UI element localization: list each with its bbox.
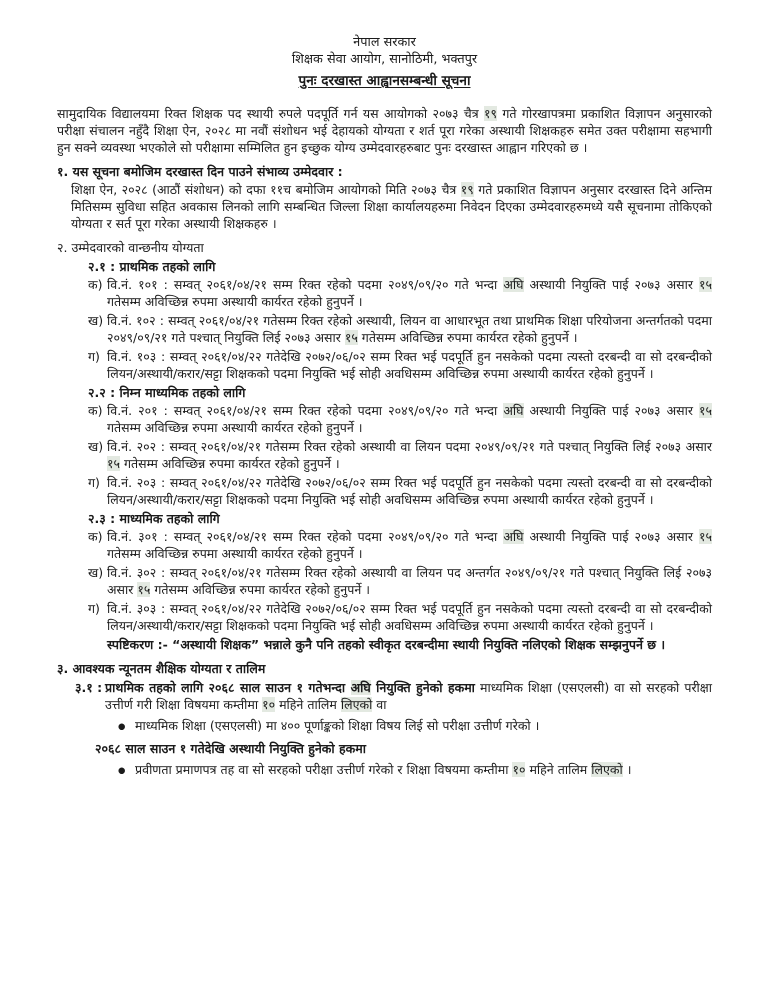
item-bold-text: प्राथमिक तहको लागि २०६८ साल साउन १ गतेभन्दा अघि नियुक्ति हुनेको हकमा [105, 680, 475, 696]
item-text: वि.नं. १०२ : सम्वत् २०६१/०४/२१ गतेसम्म रिक्त रहेको अस्थायी, लियन वा आधारभूत तथा प्राथमिक शिक्षा परियोजना अन्तर्गतको पदमा २०४९/०९/२१ गते पश्चात् नियुक्ति लिई २०७३ असार १५ गतेसम्म अविच्छिन्न रुपमा कार्यरत रहेको हुनुपर्ने । [107, 313, 712, 346]
group-2-3-heading: २.३ : माध्यमिक तहको लागि [88, 511, 220, 527]
item-text: वि.नं. ३०३ : सम्वत् २०६१/०४/२२ गतेदेखि २०७२/०६/०२ सम्म रिक्त भई पदपूर्ति हुन नसकेको पदमा त्यस्तो दरबन्दी वा सो दरबन्दीको लियन/अस्थायी/करार/सट्टा शिक्षकको पदमा नियुक्ति भई सोही अवधिसम्म अविच्छिन्न रुपमा अस्थायी कार्यरत रहेको हुनुपर्ने । [107, 601, 712, 634]
item-text: वि.नं. २०३ : सम्वत् २०६१/०४/२२ गतेदेखि २०७२/०६/०२ सम्म रिक्त भई पदपूर्ति हुन नसकेको पदमा त्यस्तो दरबन्दी वा सो दरबन्दीको लियन/अस्थायी/करार/सट्टा शिक्षकको पदमा नियुक्ति भई सोही अवधिसम्म अविच्छिन्न रुपमा अस्थायी कार्यरत रहेको हुनुपर्ने । [107, 475, 712, 508]
item-label: ग) [88, 601, 100, 617]
list-item [88, 312, 712, 346]
item-label: क) [88, 277, 103, 293]
section-2 [57, 239, 712, 653]
list-item [88, 438, 712, 472]
item-label: क) [88, 529, 103, 545]
group-2-1-heading: २.१ : प्राथमिक तहको लागि [88, 259, 216, 275]
item-text: वि.नं. ३०२ : सम्वत् २०६१/०४/२१ गतेसम्म रिक्त रहेको अस्थायी वा लियन पद अन्तर्गत २०४९/०९/२१ गते पश्चात् नियुक्ति लिई २०७३ असार १५ गतेसम्म अविच्छिन्न रुपमा कार्यरत रहेको हुनुपर्ने । [107, 565, 712, 598]
section-3 [57, 660, 712, 778]
org-address: शिक्षक सेवा आयोग, सानोठिमी, भक्तपुर [291, 52, 478, 68]
bullet-icon [118, 761, 135, 779]
list-item [88, 276, 712, 310]
clarification-note: स्पष्टिकरण :- “अस्थायी शिक्षक” भन्नाले कुनै पनि तहको स्वीकृत दरबन्दीमा स्थायी नियुक्ति नलिएको शिक्षक सम्झनुपर्ने छ । [107, 637, 666, 653]
item-label: क) [88, 403, 103, 419]
section-1-body: शिक्षा ऐन, २०२८ (आठौं संशोधन) को दफा ११च बमोजिम आयोगको मिति २०७३ चैत्र १९ गते प्रकाशित विज्ञापन अनुसार दरखास्त दिने अन्तिम मितिसम्म सुविधा सहित अवकास लिनको लागि सम्बन्धित जिल्ला शिक्षा कार्यालयहरुमा निवेदन दिएका उम्मेदवारहरुमध्ये यसै सूचनामा तोकिएको योग्यता र सर्त पूरा गरेका अस्थायी शिक्षकहरु । [71, 182, 712, 232]
group-2-2-heading: २.२ : निम्न माध्यमिक तहको लागि [88, 385, 246, 401]
bullet-text: माध्यमिक शिक्षा (एसएलसी) मा ४०० पूर्णाङ्कको शिक्षा विषय लिई सो परीक्षा उत्तीर्ण गरेको । [135, 718, 540, 734]
item-text: वि.नं. १०१ : सम्वत् २०६१/०४/२१ सम्म रिक्त रहेको पदमा २०४९/०९/२० गते भन्दा अघि अस्थायी नियुक्ति पाई २०७३ असार १५ गतेसम्म अविच्छिन्न रुपमा अस्थायी कार्यरत रहेको हुनुपर्ने । [107, 277, 712, 310]
item-text [105, 679, 712, 713]
section-1-heading: १. यस सूचना बमोजिम दरखास्त दिन पाउने संभाव्य उम्मेदवार : [57, 164, 343, 180]
list-item [88, 564, 712, 598]
bullet-text: प्रवीणता प्रमाणपत्र तह वा सो सरहको परीक्षा उत्तीर्ण गरेको र शिक्षा विषयमा कम्तीमा १० महिने तालिम लिएको । [135, 761, 632, 777]
item-text: वि.नं. १०३ : सम्वत् २०६१/०४/२२ गतेदेखि २०७२/०६/०२ सम्म रिक्त भई पदपूर्ति हुन नसकेको पदमा त्यस्तो दरबन्दी वा सो दरबन्दीको लियन/अस्थायी/करार/सट्टा शिक्षकको पदमा नियुक्ति भई सोही अवधिसम्म अविच्छिन्न रुपमा अस्थायी कार्यरत रहेको हुनुपर्ने । [107, 349, 712, 382]
item-label: ख) [88, 565, 104, 581]
section-3-subheading: २०६८ साल साउन १ गतेदेखि अस्थायी नियुक्ति हुनेको हकमा [95, 740, 366, 756]
list-item [88, 600, 712, 634]
list-item [88, 402, 712, 436]
item-text: वि.नं. २०१ : सम्वत् २०६१/०४/२१ सम्म रिक्त रहेको पदमा २०४९/०९/२० गते भन्दा अघि अस्थायी नियुक्ति पाई २०७३ असार १५ गतेसम्म अविच्छिन्न रुपमा अस्थायी कार्यरत रहेको हुनुपर्ने । [107, 403, 712, 436]
intro-paragraph: सामुदायिक विद्यालयमा रिक्त शिक्षक पद स्थायी रुपले पदपूर्ति गर्न यस आयोगको २०७३ चैत्र १९ गते गोरखापत्रमा प्रकाशित विज्ञापन अनुसारको परीक्षा संचालन नहुँदै शिक्षा ऐन, २०२८ मा नवौं संशोधन भई देहायको योग्यता र शर्त पूरा गरेका अस्थायी शिक्षकहरु समेत उक्त परीक्षामा सहभागी हुन सक्ने व्यवस्था भएकोले सो परीक्षामा सम्मिलित हुन इच्छुक योग्य उम्मेदवारहरुबाट पुनः दरखास्त आह्वान गरिएको छ । [57, 106, 712, 156]
item-label: ग) [88, 349, 100, 365]
list-item [88, 348, 712, 382]
item-label: ख) [88, 313, 104, 329]
item-text: वि.नं. २०२ : सम्वत् २०६१/०४/२१ गतेसम्म रिक्त रहेको अस्थायी वा लियन पदमा २०४९/०९/२१ गते पश्चात् नियुक्ति लिई २०७३ असार १५ गतेसम्म अविच्छिन्न रुपमा कार्यरत रहेको हुनुपर्ने । [107, 439, 712, 472]
org-name: नेपाल सरकार [353, 35, 416, 50]
section-1 [57, 163, 712, 232]
bullet-list-item [118, 761, 712, 779]
notice-title: पुनः दरखास्त आह्वानसम्बन्धी सूचना [298, 72, 471, 89]
list-item [75, 679, 712, 713]
document-header [57, 34, 712, 90]
item-rest-text: माध्यमिक शिक्षा (एसएलसी) वा सो सरहको परीक्षा उत्तीर्ण गरी शिक्षा विषयमा कम्तीमा १० महिने तालिम लिएको वा [105, 680, 712, 713]
item-text: वि.नं. ३०१ : सम्वत् २०६१/०४/२१ सम्म रिक्त रहेको पदमा २०४९/०९/२० गते भन्दा अघि अस्थायी नियुक्ति पाई २०७३ असार १५ गतेसम्म अविच्छिन्न रुपमा अस्थायी कार्यरत रहेको हुनुपर्ने । [107, 529, 712, 562]
item-label: ख) [88, 439, 104, 455]
item-label: ३.१ : [75, 680, 103, 696]
bullet-list-item [118, 717, 712, 735]
section-2-heading: २. उम्मेदवारको वान्छनीय योग्यता [57, 240, 204, 256]
list-item [88, 474, 712, 508]
item-label: ग) [88, 475, 100, 491]
list-item [88, 528, 712, 562]
section-3-heading: ३. आवश्यक न्यूनतम शैक्षिक योग्यता र तालिम [57, 661, 266, 677]
bullet-icon [118, 717, 135, 735]
